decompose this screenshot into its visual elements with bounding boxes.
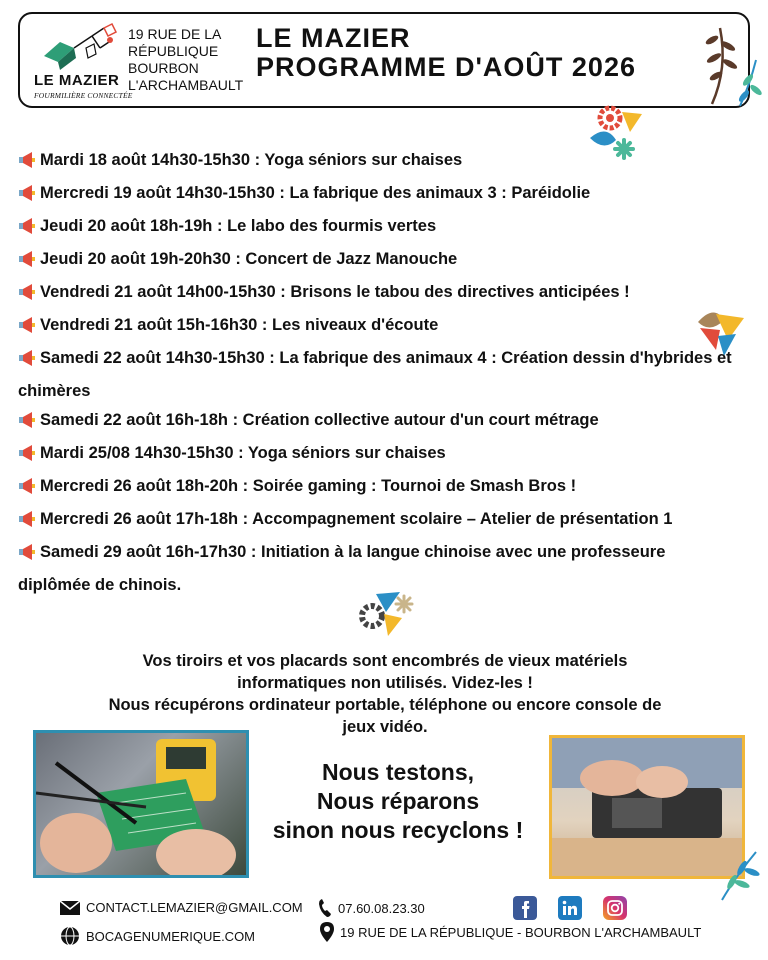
address-line: 19 RUE DE LA [128,26,222,42]
address-line: L'ARCHAMBAULT [128,77,244,93]
address-text: 19 RUE DE LA RÉPUBLIQUE - BOURBON L'ARCHAMBAULT [340,924,702,940]
event-item [18,179,738,212]
globe-icon [60,926,80,946]
footer-website[interactable] [60,926,255,946]
header-banner [18,12,750,108]
logo-name: LE MAZIER [34,72,120,89]
event-what: Création collective autour d'un court métrage [242,411,599,429]
event-what: Le labo des fourmis vertes [227,217,437,235]
leaf-branch-icon [700,24,764,108]
footer-address [320,922,701,942]
event-when: Jeudi 20 août 19h-20h30 [40,250,231,268]
event-what: Soirée gaming : Tournoi de Smash Bros ! [252,477,577,495]
facebook-icon[interactable] [513,896,537,920]
event-when: Mardi 18 août 14h30-15h30 [40,151,251,169]
email-text: CONTACT.LEMAZIER@GMAIL.COM [86,900,303,915]
event-when: Jeudi 20 août 18h-19h [40,217,213,235]
event-separator: : [238,477,253,495]
slogan [248,758,548,845]
megaphone-icon [18,216,40,245]
megaphone-icon [18,348,40,377]
event-separator: : [275,283,291,301]
event-when: Mercredi 26 août 17h-18h [40,510,239,528]
event-separator: : [264,349,280,367]
event-when: Samedi 22 août 14h30-15h30 [40,349,265,367]
event-what: La fabrique des animaux 3 : Paréidolie [289,184,591,202]
website-text: BOCAGENUMERIQUE.COM [86,928,256,944]
megaphone-icon [18,282,40,311]
location-pin-icon [320,922,334,942]
slogan-line: sinon nous recyclons ! [272,817,524,843]
event-what: Concert de Jazz Manouche [245,250,458,268]
megaphone-icon [18,315,40,344]
event-when: Samedi 29 août 16h-17h30 [40,543,247,561]
page-title [256,24,636,82]
event-when: Samedi 22 août 16h-18h [40,411,228,429]
linkedin-icon[interactable] [558,896,582,920]
le-mazier-logo [30,18,130,102]
megaphone-icon [18,443,40,472]
event-item [18,439,738,472]
megaphone-icon [18,542,40,571]
gear-icon [354,590,418,642]
instagram-icon[interactable] [603,896,627,920]
phone-icon [318,898,332,918]
event-what: Yoga séniors sur chaises [264,151,463,169]
notice-line: informatiques non utilisés. Videz-les ! [237,674,533,692]
event-separator: : [238,510,253,528]
event-what: Yoga séniors sur chaises [247,444,446,462]
slogan-line: Nous réparons [316,788,480,814]
event-separator: : [228,411,243,429]
event-separator: : [230,250,246,268]
megaphone-icon [18,183,40,212]
megaphone-icon [18,476,40,505]
event-separator: : [274,184,290,202]
megaphone-icon [18,410,40,439]
megaphone-icon [18,249,40,278]
event-separator: : [250,151,265,169]
event-item [18,472,738,505]
event-what: Accompagnement scolaire – Atelier de présentation 1 [252,510,673,528]
event-what: Initiation à la langue chinoise avec une professeure diplômée de chinois. [18,543,666,594]
event-item [18,212,738,245]
event-item [18,146,738,179]
event-separator: : [233,444,248,462]
event-what: Les niveaux d'écoute [272,316,439,334]
address-line: BOURBON [128,60,199,76]
event-when: Mercredi 26 août 18h-20h [40,477,239,495]
title-line: LE MAZIER [256,23,411,53]
event-when: Vendredi 21 août 15h-16h30 [40,316,258,334]
event-what: Brisons le tabou des directives anticipées ! [290,283,630,301]
event-item [18,245,738,278]
notice-line: jeux vidéo. [342,718,428,736]
megaphone-icon [18,509,40,538]
recycling-notice [40,650,730,738]
event-item [18,406,738,439]
event-when: Vendredi 21 août 14h00-15h30 [40,283,276,301]
address-line: RÉPUBLIQUE [128,43,219,59]
soldering-photo [33,730,249,878]
event-list [18,146,738,600]
event-separator: : [212,217,228,235]
circuit-board-image [36,733,246,875]
notice-line: Vos tiroirs et vos placards sont encombrés de vieux matériels [142,652,628,670]
footer-email[interactable] [60,900,303,915]
slogan-line: Nous testons, [321,759,475,785]
megaphone-icon [18,150,40,179]
event-what: La fabrique des animaux 4 : Création dessin d'hybrides et chimères [18,349,732,400]
event-item [18,344,738,406]
event-separator: : [246,543,262,561]
event-item [18,311,738,344]
logo-tagline: FOURMILIÈRE CONNECTÉE [34,91,133,100]
event-item [18,505,738,538]
event-when: Mardi 25/08 14h30-15h30 [40,444,234,462]
title-line: PROGRAMME D'AOÛT 2026 [256,52,636,82]
header-address [128,26,268,94]
event-item [18,278,738,311]
footer-phone[interactable] [318,898,425,918]
event-separator: : [257,316,273,334]
footer [0,890,768,960]
phone-text: 07.60.08.23.30 [338,900,425,916]
notice-line: Nous récupérons ordinateur portable, téléphone ou encore console de [108,696,662,714]
envelope-icon [60,901,80,915]
event-when: Mercredi 19 août 14h30-15h30 [40,184,275,202]
